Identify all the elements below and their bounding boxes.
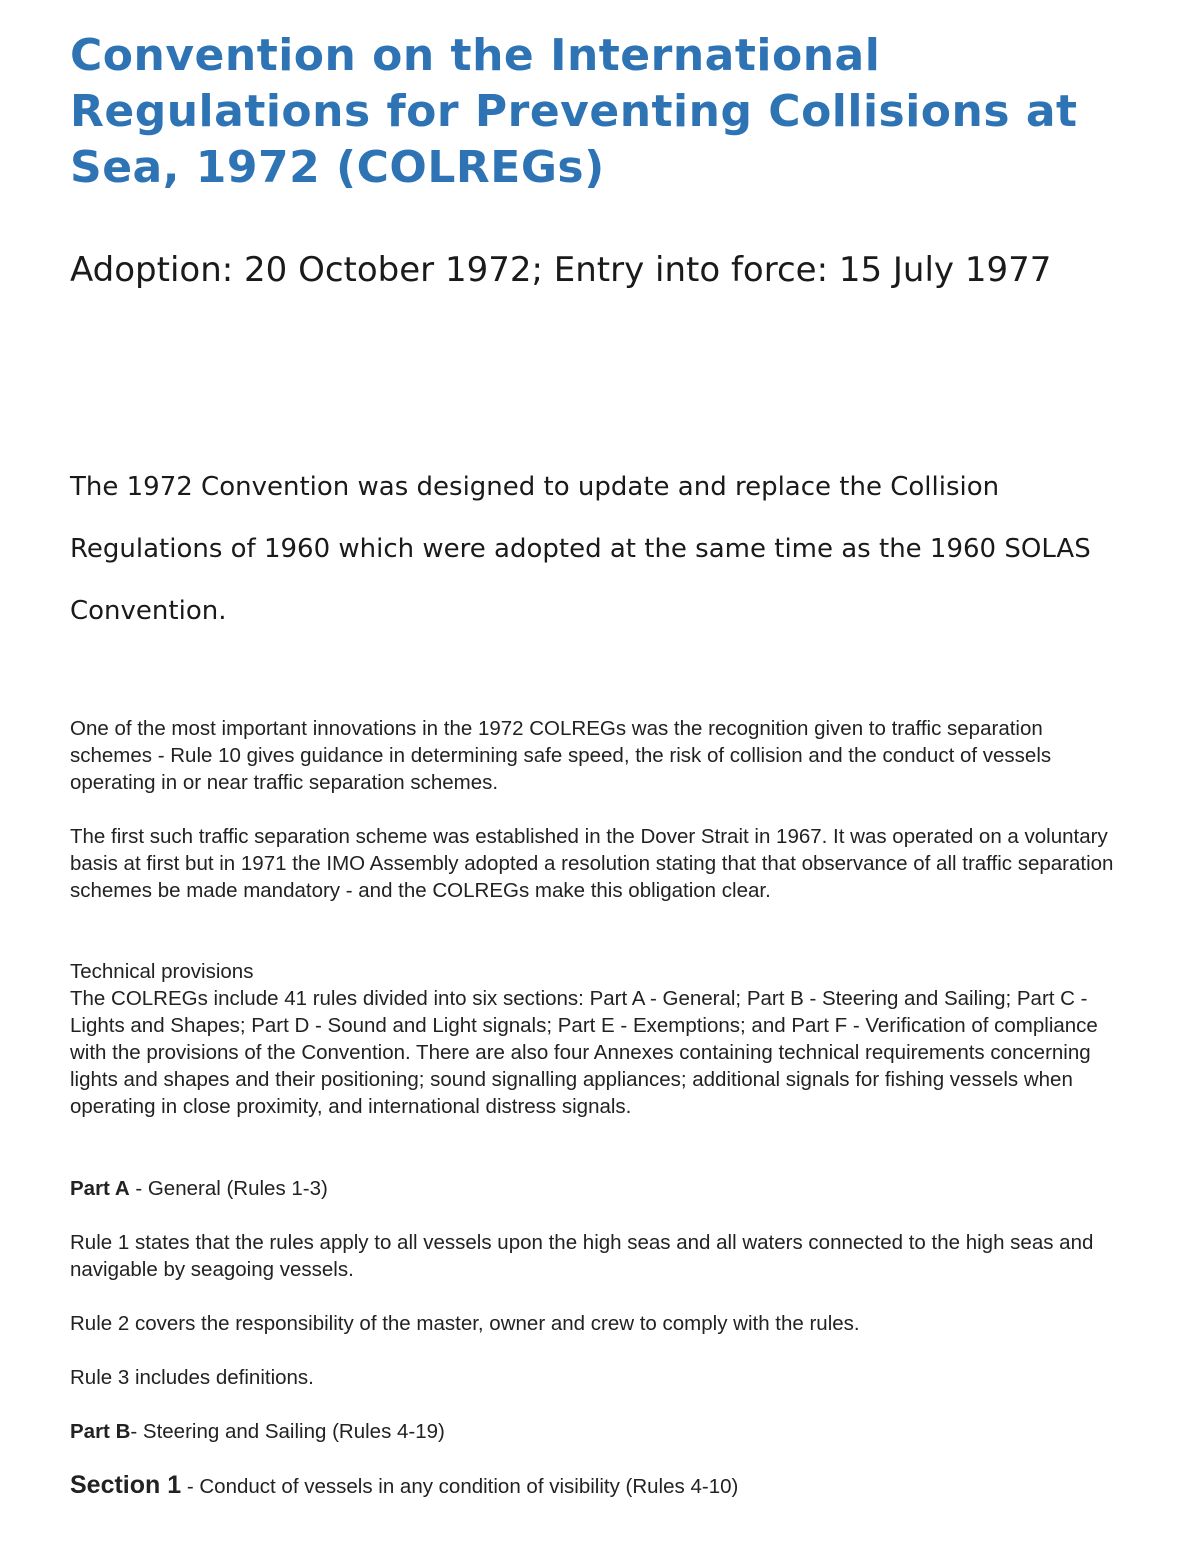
technical-provisions-block <box>70 958 1130 1120</box>
section-1-heading <box>70 1472 1130 1500</box>
adoption-dates: Adoption: 20 October 1972; Entry into force: 15 July 1977 <box>70 250 1052 290</box>
rule-1-paragraph: Rule 1 states that the rules apply to all vessels upon the high seas and all waters connected to the high seas and navigable by seagoing vessels. <box>70 1231 1094 1281</box>
rule-3-paragraph: Rule 3 includes definitions. <box>70 1366 314 1389</box>
part-a-text: - General (Rules 1-3) <box>129 1177 328 1200</box>
technical-provisions-heading: Technical provisions <box>70 960 254 983</box>
part-a-label: Part A <box>70 1177 130 1200</box>
rule-2-paragraph: Rule 2 covers the responsibility of the master, owner and crew to comply with the rules. <box>70 1312 860 1335</box>
first-scheme-paragraph: The first such traffic separation scheme was established in the Dover Strait in 1967. It was operated on a voluntary basis at first but in 1971 the IMO Assembly adopted a resolution stating that that observance of all traffic separation schemes be made mandatory - and the COLREGs make this obligation clear. <box>70 825 1114 902</box>
section-1-text: - Conduct of vessels in any condition of visibility (Rules 4-10) <box>181 1475 739 1498</box>
part-b-label: Part B <box>70 1420 131 1443</box>
part-a-heading <box>70 1175 1130 1202</box>
intro-paragraph: The 1972 Convention was designed to update and replace the Collision Regulations of 1960 which were adopted at the same time as the 1960 SOLAS Convention. <box>70 472 1091 626</box>
section-1-label: Section 1 <box>70 1471 182 1499</box>
part-b-heading <box>70 1418 1130 1445</box>
document-title: Convention on the International Regulations for Preventing Collisions at Sea, 1972 (COLREGs) <box>70 30 1078 193</box>
part-b-text: - Steering and Sailing (Rules 4-19) <box>130 1420 445 1443</box>
technical-provisions-body: The COLREGs include 41 rules divided into six sections: Part A - General; Part B - Steering and Sailing; Part C - Lights and Shapes; Part D - Sound and Light signals; Part E - Exemptions; and Part F - Verification of compliance with the provisions of the Convention. There are also four Annexes containing technical requirements concerning lights and shapes and their positioning; sound signalling appliances; additional signals for fishing vessels when operating in close proximity, and international distress signals. <box>70 987 1098 1118</box>
innovations-paragraph: One of the most important innovations in the 1972 COLREGs was the recognition given to traffic separation schemes - Rule 10 gives guidance in determining safe speed, the risk of collision and the conduct of vessels operating in or near traffic separation schemes. <box>70 717 1052 794</box>
